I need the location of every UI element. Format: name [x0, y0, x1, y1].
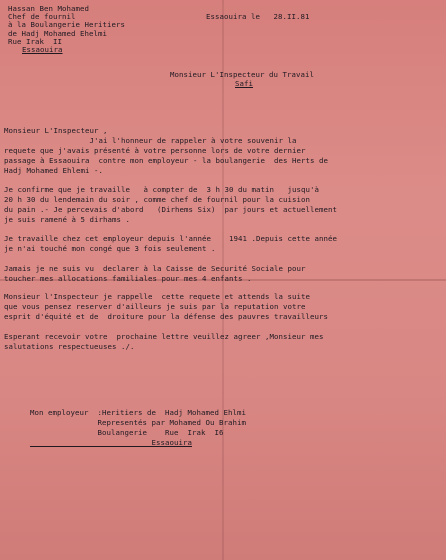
body-line: J'ai l'honneur de rappeler à votre souvenir la [4, 136, 297, 145]
body-line: que vous pensez reserver d'ailleurs je suis par la reputation votre [4, 302, 306, 311]
employer-line: Representés par Mohamed Ou Brahim [30, 418, 246, 427]
employer-line: Mon employeur :Heritiers de Hadj Mohamed Ehlmi [30, 408, 246, 417]
body-line: Hadj Mohamed Ehlemi -. [4, 166, 103, 175]
place-date: Essaouira le 28.II.81 [206, 12, 310, 21]
employer-line: Essaouira [30, 438, 192, 447]
body-line: Je travaille chez cet employeur depuis l'année 1941 .Depuis cette année [4, 234, 337, 243]
employer-line: Boulangerie Rue Irak I6 [30, 428, 224, 437]
body-line: Monsieur l'Inspecteur je rappelle cette requete et attends la suite [4, 292, 310, 301]
sender-line: à la Boulangerie Heritiers [8, 20, 125, 29]
salutation: Monsieur L'Inspecteur , [4, 126, 108, 135]
body-line: Jamais je ne suis vu declarer à la Caisse de Securité Sociale pour [4, 264, 306, 273]
body-line: esprit d'équité et de droiture pour la défense des pauvres travailleurs [4, 312, 328, 321]
sender-line: Chef de fournil [8, 12, 76, 21]
body-line: requete que j'avais présenté à votre personne lors de votre dernier [4, 146, 306, 155]
body-line: toucher mes allocations familiales pour mes 4 enfants . [4, 274, 252, 283]
sender-line: Hassan Ben Mohamed [8, 4, 89, 13]
body-line: du pain .- Je percevais d'abord (Dirhems Six) par jours et actuellement [4, 205, 337, 214]
body-line: 20 h 30 du lendemain du soir , comme chef de fournil pour la cuision [4, 195, 310, 204]
sender-line: Essaouira [22, 45, 63, 54]
body-line: passage à Essaouira contre mon employeur - la boulangerie des Herts de [4, 156, 328, 165]
body-line: je n'ai touché mon congé que 3 fois seulement . [4, 244, 216, 253]
body-line: Je confirme que je travaille à compter de 3 h 30 du matin jusqu'à [4, 185, 319, 194]
sender-line: de Hadj Mohamed Ehelmi [8, 29, 107, 38]
body-line: Esperant recevoir votre prochaine lettre veuillez agreer ,Monsieur mes [4, 332, 324, 341]
recipient-city: Safi [235, 79, 253, 88]
body-line: salutations respectueuses ./. [4, 342, 135, 351]
sender-line: Rue Irak II [8, 37, 62, 46]
body-line: je suis ramené à 5 dirhams . [4, 215, 130, 224]
recipient-title: Monsieur L'Inspecteur du Travail [170, 70, 314, 79]
